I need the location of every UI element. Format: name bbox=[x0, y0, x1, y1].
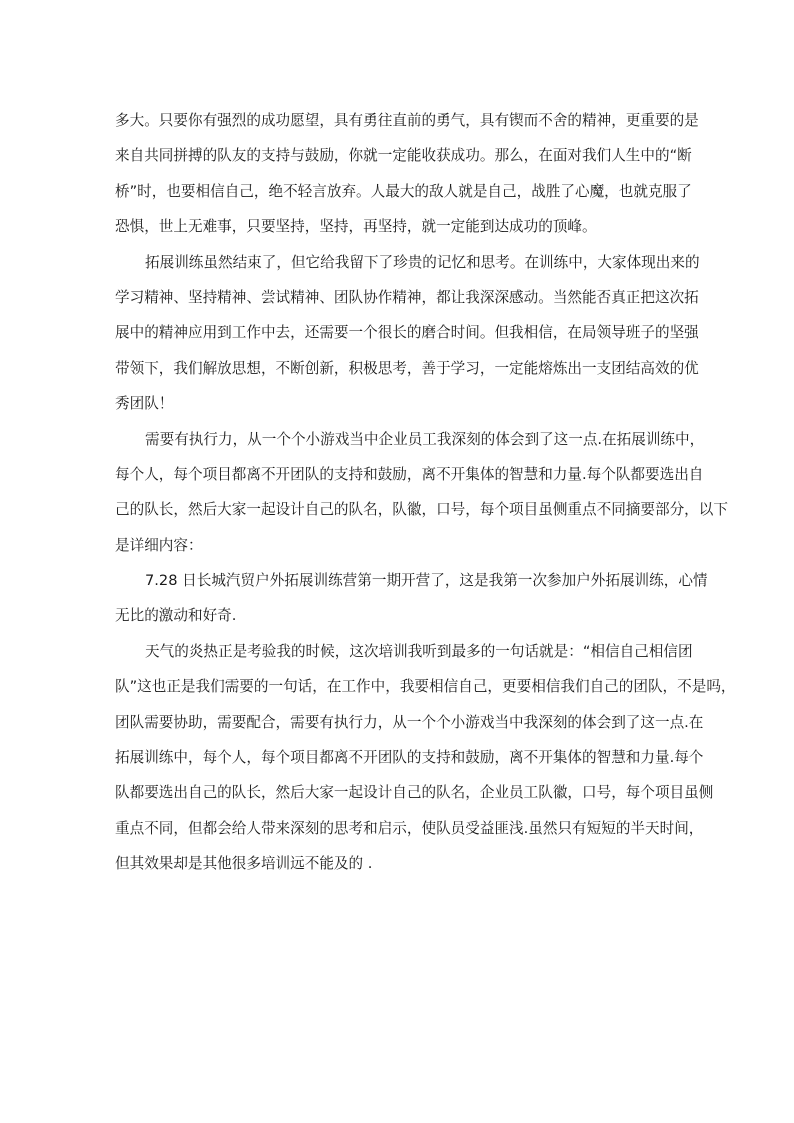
text-line: 多大。只要你有强烈的成功愿望，具有勇往直前的勇气，具有锲而不舍的精神，更重要的是 bbox=[115, 112, 699, 129]
text-line: 团队需要协助，需要配合，需要有执行力，从一个个小游戏当中我深刻的体会到了这一点.在 bbox=[115, 713, 704, 731]
paragraph-execution bbox=[115, 422, 728, 564]
text-line: 桥”时，也要相信自己，绝不轻言放弃。人最大的敌人就是自己，战胜了心魔，也就克服了 bbox=[115, 182, 692, 200]
text-line: 重点不同，但都会给人带来深刻的思考和启示，使队员受益匪浅.虽然只有短短的半天时间， bbox=[115, 819, 704, 837]
text-line: 天气的炎热正是考验我的时候，这次培训我听到最多的一句话就是：“相信自己相信团 bbox=[145, 642, 693, 660]
text-line: 己的队长，然后大家一起设计自己的队名，队徽，口号，每个项目虽侧重点不同摘要部分，以下 bbox=[115, 501, 728, 519]
text-line: 队”这也正是我们需要的一句话，在工作中，我要相信自己，更要相信我们自己的团队，不是吗， bbox=[115, 678, 736, 696]
text-line: 7.28 日长城汽贸户外拓展训练营第一期开营了，这是我第一次参加户外拓展训练，心情 bbox=[145, 572, 708, 590]
text-line: 无比的激动和好奇. bbox=[115, 607, 237, 625]
document-body bbox=[115, 103, 736, 882]
text-line: 拓展训练虽然结束了，但它给我留下了珍贵的记忆和思考。在训练中，大家体现出来的 bbox=[145, 253, 700, 271]
text-line: 每个人，每个项目都离不开团队的支持和鼓励，离不开集体的智慧和力量.每个队都要选出自 bbox=[115, 465, 704, 483]
text-line: 来自共同拼搏的队友的支持与鼓励，你就一定能收获成功。那么，在面对我们人生中的“断 bbox=[115, 147, 692, 165]
paragraph-training-ended bbox=[115, 245, 700, 422]
text-line: 但其效果却是其他很多培训远不能及的 . bbox=[115, 855, 373, 873]
text-line: 秀团队！ bbox=[115, 395, 174, 413]
text-line: 拓展训练中，每个人，每个项目都离不开团队的支持和鼓励，离不开集体的智慧和力量.每个 bbox=[115, 749, 704, 767]
text-line: 学习精神、坚持精神、尝试精神、团队协作精神，都让我深深感动。当然能否真正把这次拓 bbox=[115, 288, 699, 306]
text-line: 是详细内容： bbox=[115, 536, 203, 554]
text-line: 带领下，我们解放思想，不断创新，积极思考，善于学习，一定能熔炼出一支团结高效的优 bbox=[115, 359, 699, 377]
text-line: 队都要选出自己的队长，然后大家一起设计自己的队名，企业员工队徽，口号，每个项目虽侧 bbox=[115, 784, 714, 802]
text-line: 恐惧，世上无难事，只要坚持，坚持，再坚持，就一定能到达成功的顶峰。 bbox=[115, 218, 597, 236]
paragraph-camp-opening bbox=[115, 563, 708, 634]
text-line: 需要有执行力，从一个个小游戏当中企业员工我深刻的体会到了这一点.在拓展训练中， bbox=[145, 430, 705, 448]
text-line: 展中的精神应用到工作中去，还需要一个很长的磨合时间。但我相信，在局领导班子的坚强 bbox=[115, 324, 699, 342]
paragraph-weather bbox=[115, 634, 736, 882]
paragraph-success bbox=[115, 103, 699, 245]
